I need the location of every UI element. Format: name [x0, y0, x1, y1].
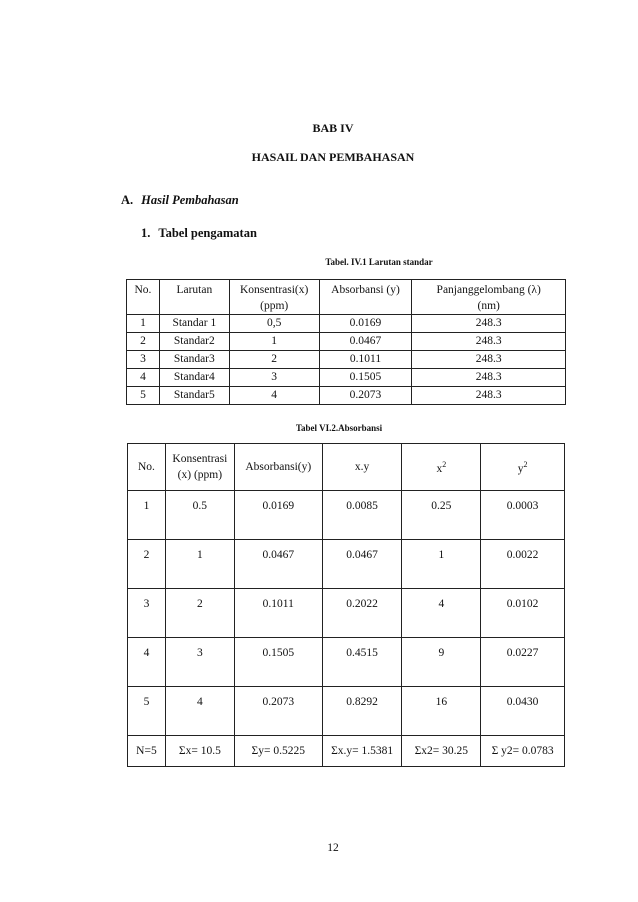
table-cell: 4 — [402, 589, 481, 638]
table-cell: 3 — [165, 638, 234, 687]
table-cell: 1 — [128, 491, 166, 540]
table-cell: 0.0467 — [322, 540, 402, 589]
table-row — [128, 491, 565, 540]
subsection-number: 1. — [141, 226, 151, 240]
table-cell: 1 — [165, 540, 234, 589]
header-text: Absorbansi(y) — [245, 461, 312, 473]
table-cell: 0.25 — [402, 491, 481, 540]
table-cell: 0.2073 — [319, 387, 412, 405]
standard-solution-table — [126, 279, 566, 405]
table-cell: 0.0467 — [319, 333, 412, 351]
summary-row — [128, 736, 565, 767]
summary-cell: Σx= 10.5 — [165, 736, 234, 767]
table-cell: 0.0003 — [481, 491, 565, 540]
table-cell: 2 — [165, 589, 234, 638]
table1-header-cell: Konsentrasi(x) (ppm) — [229, 280, 319, 315]
table-cell: 0.0102 — [481, 589, 565, 638]
table-cell: Standar2 — [159, 333, 229, 351]
table-cell: 0.0085 — [322, 491, 402, 540]
table-row — [128, 687, 565, 736]
table-cell: 2 — [128, 540, 166, 589]
section-title: Hasil Pembahasan — [141, 193, 239, 207]
table-cell: 5 — [127, 387, 160, 405]
superscript: 2 — [442, 460, 447, 470]
table-cell: 1 — [127, 315, 160, 333]
table2-header-cell — [402, 444, 481, 491]
subsection-title: Tabel pengamatan — [158, 226, 257, 240]
summary-cell: Σx2= 30.25 — [402, 736, 481, 767]
table-cell: 248.3 — [412, 369, 566, 387]
table-cell: 0.1505 — [319, 369, 412, 387]
table2-header-row — [128, 444, 565, 491]
table-cell: 0.2073 — [234, 687, 322, 736]
section-number: A. — [121, 193, 134, 207]
header-text: x — [436, 462, 443, 475]
table-cell: 3 — [127, 351, 160, 369]
table-cell: 0.0227 — [481, 638, 565, 687]
header-text: y — [517, 462, 524, 475]
table-cell: 1 — [402, 540, 481, 589]
table2-header-cell — [128, 444, 166, 491]
chapter-label: BAB IV — [312, 121, 354, 135]
table-cell: 0.5 — [165, 491, 234, 540]
table-cell: 1 — [229, 333, 319, 351]
table1-header-row — [127, 280, 566, 315]
table-cell: 3 — [229, 369, 319, 387]
table-cell: 0.1011 — [234, 589, 322, 638]
table-cell: 248.3 — [412, 351, 566, 369]
table-cell: 0.0169 — [319, 315, 412, 333]
table-row — [127, 315, 566, 333]
table-cell: Standar3 — [159, 351, 229, 369]
table-cell: 0.4515 — [322, 638, 402, 687]
page-number: 12 — [327, 842, 339, 854]
table2-header-cell — [165, 444, 234, 491]
summary-cell: Σ y2= 0.0783 — [481, 736, 565, 767]
table-cell: 248.3 — [412, 387, 566, 405]
table-cell: 3 — [128, 589, 166, 638]
table-cell: 0.2022 — [322, 589, 402, 638]
table-cell: 0.8292 — [322, 687, 402, 736]
table-cell: 2 — [229, 351, 319, 369]
table2-header-cell — [234, 444, 322, 491]
table-row — [127, 333, 566, 351]
table-cell: Standar4 — [159, 369, 229, 387]
table-cell: 248.3 — [412, 333, 566, 351]
table-cell: 16 — [402, 687, 481, 736]
table1-header-cell: Absorbansi (y) — [319, 280, 412, 315]
header-text: Konsentrasi (x) (ppm) — [172, 453, 228, 481]
table-cell: 0.0022 — [481, 540, 565, 589]
section-heading — [121, 193, 239, 208]
table2-caption: Tabel VI.2.Absorbansi — [295, 423, 383, 433]
table-cell: 0.0467 — [234, 540, 322, 589]
table-row — [127, 387, 566, 405]
summary-cell: Σx.y= 1.5381 — [322, 736, 402, 767]
table-cell: 0.0430 — [481, 687, 565, 736]
table1-header-cell: Panjanggelombang (λ) (nm) — [412, 280, 566, 315]
table1-caption: Tabel. IV.1 Larutan standar — [325, 257, 433, 267]
table-cell: 248.3 — [412, 315, 566, 333]
table-row — [127, 369, 566, 387]
table-cell: 4 — [165, 687, 234, 736]
table-row — [128, 589, 565, 638]
table-cell: Standar5 — [159, 387, 229, 405]
table-cell: 4 — [128, 638, 166, 687]
superscript: 2 — [523, 460, 528, 470]
absorbance-table — [127, 443, 565, 767]
summary-cell: Σy= 0.5225 — [234, 736, 322, 767]
table-cell: 0.1011 — [319, 351, 412, 369]
table-cell: 9 — [402, 638, 481, 687]
table-cell: 0.0169 — [234, 491, 322, 540]
table-cell: 0.1505 — [234, 638, 322, 687]
table-cell: 4 — [229, 387, 319, 405]
table1-header-cell: Larutan — [159, 280, 229, 315]
table-cell: 5 — [128, 687, 166, 736]
table-cell: 0,5 — [229, 315, 319, 333]
table-row — [128, 540, 565, 589]
chapter-title: HASAIL DAN PEMBAHASAN — [251, 150, 415, 164]
header-text: x.y — [354, 461, 370, 473]
table1-header-cell: No. — [127, 280, 160, 315]
table2-header-cell — [481, 444, 565, 491]
table-cell: 4 — [127, 369, 160, 387]
subsection-heading — [141, 226, 257, 241]
table2-header-cell — [322, 444, 402, 491]
table-cell: Standar 1 — [159, 315, 229, 333]
table-row — [128, 638, 565, 687]
summary-cell: N=5 — [128, 736, 166, 767]
table-row — [127, 351, 566, 369]
table-cell: 2 — [127, 333, 160, 351]
header-text: No. — [137, 461, 155, 473]
